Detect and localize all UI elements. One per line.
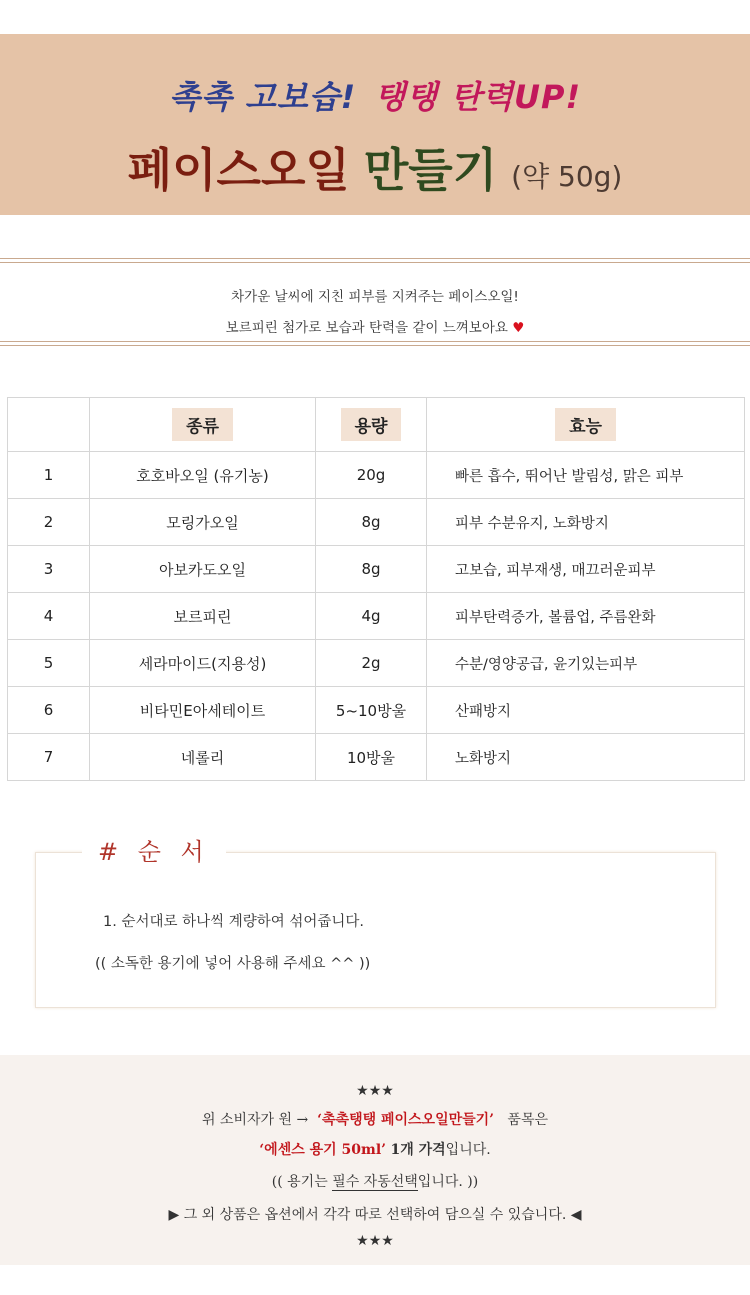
recipe-table xyxy=(7,397,745,781)
header-type-label: 종류 xyxy=(172,408,233,441)
row-effect: 빠른 흡수, 뛰어난 발림성, 맑은 피부 xyxy=(427,452,745,499)
notice-required-auto: 필수 자동선택 xyxy=(332,1174,418,1190)
arrow-left-icon: ◀ xyxy=(570,1207,582,1223)
row-effect: 피부 수분유지, 노화방지 xyxy=(427,499,745,546)
notice-line-4-text: 그 외 상품은 옵션에서 각각 따로 선택하여 담으실 수 있습니다. xyxy=(183,1207,567,1223)
divider-bottom-2 xyxy=(0,345,750,346)
title-making: 만들기 xyxy=(363,143,498,197)
stars-bottom: ★★★ xyxy=(356,1233,394,1249)
notice-line-3-post: 입니다. )) xyxy=(417,1174,479,1190)
row-effect: 수분/영양공급, 윤기있는피부 xyxy=(427,640,745,687)
row-ingredient: 모링가오일 xyxy=(90,499,316,546)
notice-product-name: ‘촉촉탱탱 페이스오일만들기’ xyxy=(317,1112,495,1128)
row-amount: 10방울 xyxy=(316,734,427,781)
row-number: 7 xyxy=(8,734,90,781)
banner-title xyxy=(0,134,750,200)
header-effect-label: 효능 xyxy=(555,408,616,441)
heart-icon: ♥ xyxy=(512,320,525,336)
divider-bottom-1 xyxy=(0,341,750,342)
row-number: 5 xyxy=(8,640,90,687)
row-effect: 고보습, 피부재생, 매끄러운피부 xyxy=(427,546,745,593)
notice-line-3-pre: (( 용기는 xyxy=(271,1174,328,1190)
table-row xyxy=(8,499,745,546)
table-row xyxy=(8,593,745,640)
row-effect: 노화방지 xyxy=(427,734,745,781)
intro-line-2-text: 보르피린 첨가로 보습과 탄력을 같이 느껴보아요 xyxy=(225,320,508,336)
intro-line-1: 차가운 날씨에 지친 피부를 지켜주는 페이스오일! xyxy=(231,289,519,305)
title-banner xyxy=(0,34,750,215)
title-face-oil: 페이스오일 xyxy=(127,143,350,197)
row-amount: 8g xyxy=(316,546,427,593)
row-effect: 피부탄력증가, 볼륨업, 주름완화 xyxy=(427,593,745,640)
notice-price-unit: 1개 가격 xyxy=(390,1142,446,1158)
title-amount: (약 50g) xyxy=(511,160,623,193)
row-ingredient: 아보카도오일 xyxy=(90,546,316,593)
banner-headline xyxy=(0,72,750,118)
row-effect: 산패방지 xyxy=(427,687,745,734)
row-amount: 4g xyxy=(316,593,427,640)
row-amount: 5~10방울 xyxy=(316,687,427,734)
row-number: 1 xyxy=(8,452,90,499)
row-number: 2 xyxy=(8,499,90,546)
price-notice xyxy=(0,1055,750,1265)
table-row xyxy=(8,640,745,687)
row-ingredient: 네롤리 xyxy=(90,734,316,781)
row-ingredient: 세라마이드(지용성) xyxy=(90,640,316,687)
order-title: # 순 서 xyxy=(82,832,226,867)
header-amount-label: 용량 xyxy=(341,408,402,441)
divider-top-2 xyxy=(0,262,750,263)
header-no xyxy=(8,398,90,452)
order-step-1: 1. 순서대로 하나씩 계량하여 섞어줍니다. xyxy=(103,914,364,930)
stars-top: ★★★ xyxy=(356,1083,394,1099)
table-header-row xyxy=(8,398,745,452)
notice-line-1-post: 품목은 xyxy=(507,1112,548,1128)
row-number: 4 xyxy=(8,593,90,640)
order-note: (( 소독한 용기에 넣어 사용해 주세요 ^^ )) xyxy=(95,956,371,972)
row-amount: 8g xyxy=(316,499,427,546)
table-row xyxy=(8,546,745,593)
row-amount: 2g xyxy=(316,640,427,687)
row-amount: 20g xyxy=(316,452,427,499)
row-number: 3 xyxy=(8,546,90,593)
table-row xyxy=(8,452,745,499)
notice-container: ‘에센스 용기 50ml’ xyxy=(259,1142,387,1158)
intro-line-2 xyxy=(0,316,750,336)
row-ingredient: 보르피린 xyxy=(90,593,316,640)
notice-line-2-post: 입니다. xyxy=(445,1142,491,1158)
notice-line-3 xyxy=(0,1171,750,1191)
divider-top-1 xyxy=(0,258,750,259)
notice-line-1-pre: 위 소비자가 원 → xyxy=(202,1112,309,1128)
notice-line-2 xyxy=(0,1139,750,1159)
row-number: 6 xyxy=(8,687,90,734)
header-type xyxy=(90,398,316,452)
headline-elasticity: 탱탱 탄력UP! xyxy=(374,78,582,116)
arrow-right-icon: ▶ xyxy=(168,1207,180,1223)
header-effect xyxy=(427,398,745,452)
table-row xyxy=(8,734,745,781)
row-ingredient: 호호바오일 (유기농) xyxy=(90,452,316,499)
headline-moisture: 촉촉 고보습! xyxy=(168,78,357,116)
notice-line-1 xyxy=(0,1109,750,1129)
header-amount xyxy=(316,398,427,452)
row-ingredient: 비타민E아세테이트 xyxy=(90,687,316,734)
table-row xyxy=(8,687,745,734)
notice-line-4 xyxy=(0,1204,750,1224)
